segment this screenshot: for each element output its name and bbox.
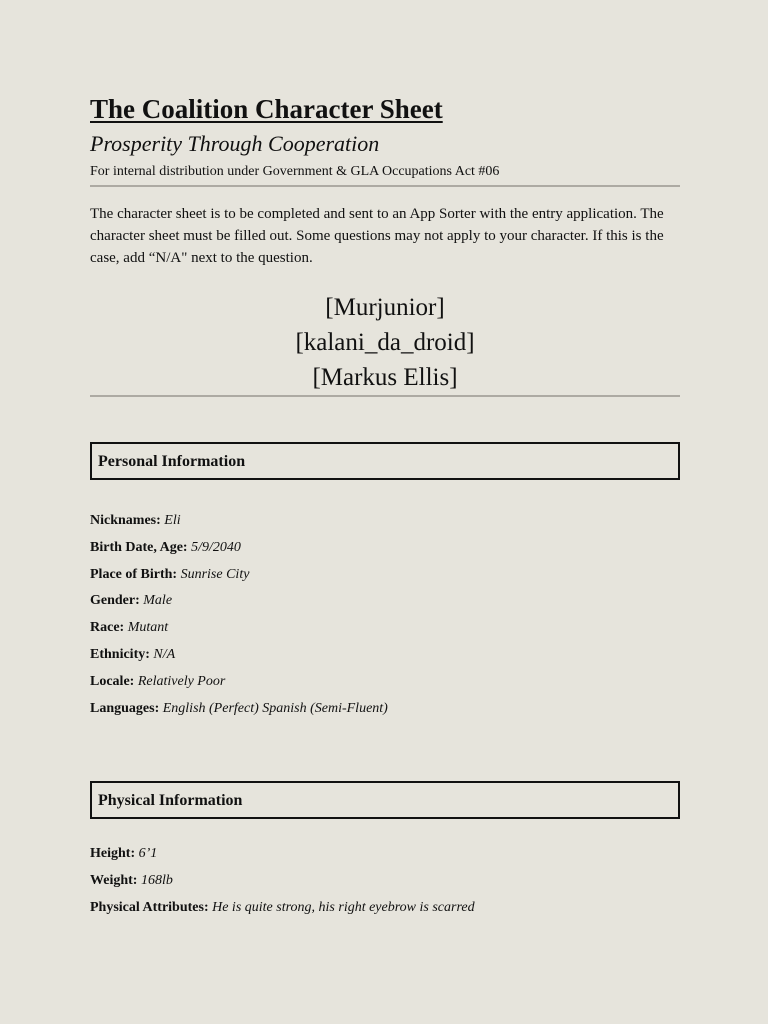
field-height (90, 845, 680, 872)
divider-bottom (90, 395, 680, 397)
field-label: Languages: (90, 700, 160, 716)
field-label: Birth Date, Age: (90, 539, 188, 555)
field-ethnicity (90, 646, 680, 673)
field-value: Male (143, 593, 173, 609)
field-race (90, 619, 680, 646)
field-value: Eli (164, 513, 181, 528)
document-title: The Coalition Character Sheet (90, 94, 443, 124)
discord-name: [kalani_da_droid] (295, 329, 475, 356)
document-subtitle: Prosperity Through Cooperation (90, 131, 380, 156)
field-label: Race: (90, 620, 125, 636)
field-label: Physical Attributes: (90, 899, 209, 915)
field-value: 168lb (140, 872, 173, 888)
field-value: Relatively Poor (137, 673, 226, 689)
field-physical-attributes (90, 899, 680, 926)
field-birth-date-age (90, 539, 680, 566)
physical-fields (90, 845, 680, 925)
character-name: [Markus Ellis] (312, 364, 458, 391)
field-value: 5/9/2040 (191, 539, 241, 555)
field-value: English (Perfect) Spanish (Semi-Fluent) (162, 700, 388, 716)
field-label: Locale: (90, 673, 135, 689)
field-label: Gender: (90, 593, 140, 609)
name-block (90, 290, 680, 395)
field-locale (90, 673, 680, 700)
field-weight (90, 872, 680, 899)
field-value: He is quite strong, his right eyebrow is scarred (212, 899, 475, 915)
section-heading: Personal Information (98, 453, 246, 470)
field-value: 6’1 (138, 846, 158, 861)
field-label: Ethnicity: (90, 646, 150, 662)
intro-paragraph: The character sheet is to be completed and sent to an App Sorter with the entry application. The character sheet must be filled out. Some questions may not apply to your character. If this is the case, add “N/A" next to the question. (90, 206, 664, 266)
field-gender (90, 592, 680, 619)
divider-top (90, 185, 680, 187)
field-label: Weight: (90, 872, 138, 888)
field-label: Place of Birth: (90, 566, 178, 582)
personal-information-section (90, 442, 680, 480)
field-value: Sunrise City (180, 566, 250, 582)
section-heading: Physical Information (98, 792, 243, 809)
field-value: N/A (153, 646, 176, 662)
personal-fields (90, 512, 680, 726)
field-value: Mutant (127, 620, 169, 636)
field-label: Height: (90, 846, 136, 861)
field-place-of-birth (90, 566, 680, 593)
physical-information-section (90, 781, 680, 819)
field-nicknames (90, 512, 680, 539)
field-label: Nicknames: (90, 513, 161, 528)
forum-name: [Murjunior] (325, 294, 445, 321)
field-languages (90, 700, 680, 727)
distribution-notice: For internal distribution under Government & GLA Occupations Act #06 (90, 164, 500, 179)
